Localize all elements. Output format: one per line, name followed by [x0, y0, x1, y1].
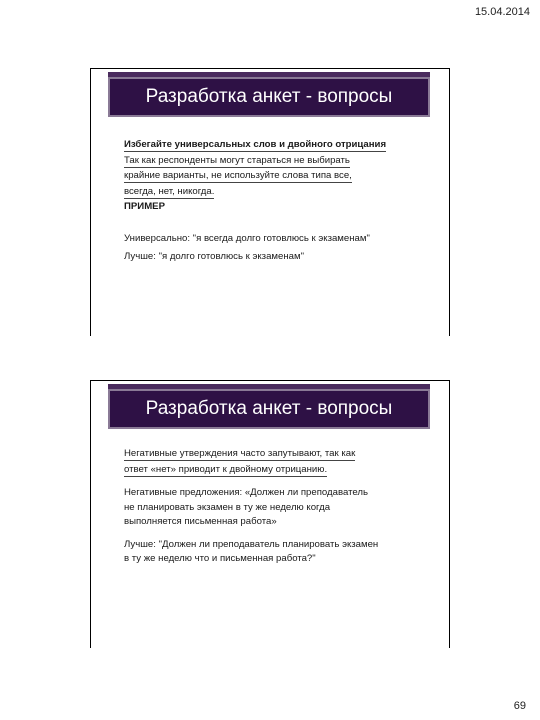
better-line: в ту же неделю что и письменная работа?" [124, 553, 316, 564]
better-line: : "Должен ли преподаватель планировать экзамен [153, 538, 379, 550]
slide-border-right [449, 68, 450, 336]
slide-1 [90, 68, 450, 336]
universal-example [124, 232, 424, 247]
rule-line: всегда, нет, никогда. [124, 185, 215, 197]
better-example [124, 538, 424, 567]
rule-paragraph [124, 138, 424, 200]
better-label: Лучше [124, 538, 154, 550]
rule-line: крайние варианты, не используйте слова типа все, [124, 170, 352, 181]
slide-title: Разработка анкет - вопросы [108, 77, 430, 117]
slide-border-top [90, 68, 450, 69]
rule-line: Так как респонденты могут стараться не выбирать [124, 154, 350, 166]
universal-text: : "я всегда долго готовлюсь к экзаменам" [187, 232, 370, 244]
negative-line: : «Должен ли преподаватель [239, 487, 368, 498]
universal-label: Универсально [124, 232, 188, 244]
slide-border-top [90, 380, 450, 381]
example-label: ПРИМЕР [124, 201, 165, 212]
slide-border-left [90, 380, 91, 648]
slide-border-left [90, 68, 91, 336]
rule-paragraph [124, 447, 424, 478]
better-label: Лучше [124, 251, 154, 262]
slide-content [124, 447, 424, 567]
negative-example [124, 486, 424, 530]
page-number: 69 [513, 700, 526, 712]
slide-title: Разработка анкет - вопросы [108, 389, 430, 429]
slide-2 [90, 380, 450, 648]
rule-line: Избегайте универсальных слов и двойного отрицания [124, 139, 387, 150]
negative-line: не планировать экзамен в ту же неделю когда [124, 501, 331, 513]
negative-label: Негативные предложения [124, 487, 240, 498]
rule-line: ответ «нет» приводит к двойному отрицанию. [124, 463, 328, 475]
page-date: 15.04.2014 [474, 6, 530, 18]
better-text: : "я долго готовлюсь к экзаменам" [153, 251, 304, 262]
better-example [124, 250, 424, 265]
negative-line: выполняется письменная работа» [124, 516, 277, 527]
rule-line: Негативные утверждения часто запутывают, так как [124, 448, 356, 459]
slide-content [124, 138, 424, 265]
slide-border-right [449, 380, 450, 648]
